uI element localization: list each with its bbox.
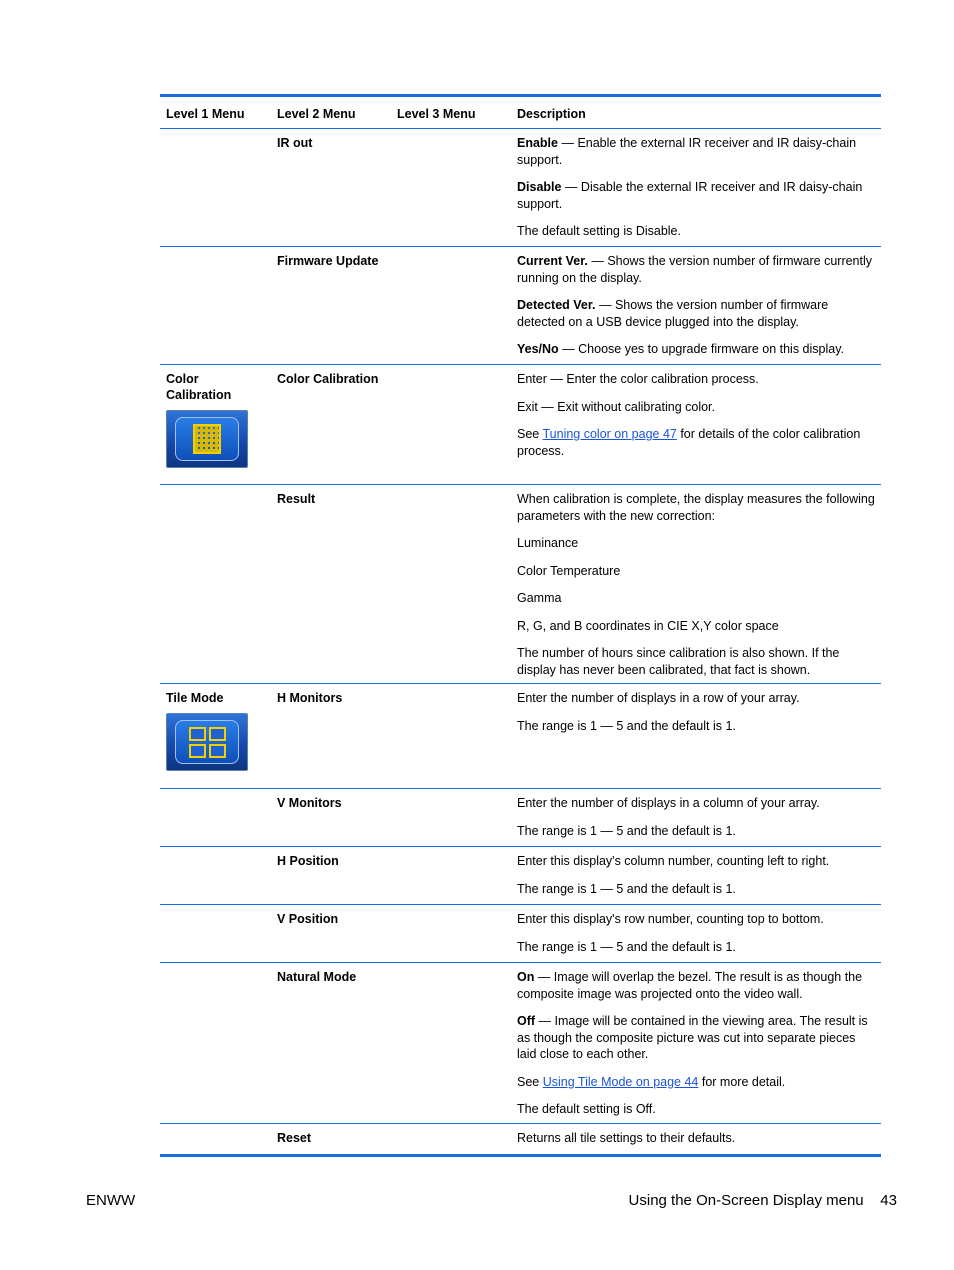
level1-label: Color Calibration [166, 372, 232, 402]
text-span: The range is 1 — 5 and the default is 1. [517, 718, 736, 733]
level2-cell: Natural Mode [277, 970, 357, 984]
description-cell [517, 905, 881, 955]
description-paragraph [517, 645, 875, 678]
description-cell [517, 963, 881, 1118]
description-paragraph [517, 1074, 875, 1091]
description-paragraph [517, 179, 875, 212]
option-name: Yes/No [517, 342, 559, 356]
level2-cell: V Position [277, 912, 339, 926]
description-paragraph [517, 718, 875, 735]
text-span: Luminance [517, 536, 579, 550]
description-paragraph [517, 223, 875, 240]
description-cell [517, 684, 881, 734]
text-span: Enter the number of displays in a row of your array. [517, 691, 800, 705]
level2-cell: Firmware Update [277, 254, 379, 268]
text-span: The range is 1 — 5 and the default is 1. [517, 881, 736, 896]
level2-cell: Result [277, 492, 316, 506]
description-paragraph [517, 939, 875, 956]
text-span: The range is 1 — 5 and the default is 1. [517, 823, 736, 838]
description-paragraph [517, 823, 875, 840]
description-cell [517, 847, 881, 897]
table-row [160, 247, 881, 365]
cross-reference-link[interactable]: Tuning color on page 47 [542, 427, 677, 441]
text-span: Enter the number of displays in a column of your array. [517, 796, 820, 810]
text-span: — Shows the version number of firmware detected on a USB device plugged into the display. [517, 298, 829, 329]
level1-label: Tile Mode [166, 691, 224, 705]
description-paragraph [517, 618, 875, 635]
table-row [160, 365, 881, 485]
description-paragraph [517, 1130, 875, 1147]
table-body [160, 129, 881, 1154]
description-paragraph [517, 969, 875, 1002]
text-span: — Choose yes to upgrade firmware on this display. [558, 342, 845, 356]
description-paragraph [517, 590, 875, 607]
description-paragraph [517, 491, 875, 524]
table-header [160, 97, 881, 129]
footer-left: ENWW [86, 1192, 136, 1209]
header-description: Description [517, 107, 586, 121]
table-row [160, 905, 881, 963]
level2-cell: H Monitors [277, 691, 343, 705]
text-span: See [517, 1074, 543, 1089]
level1-cell [166, 371, 266, 468]
text-span: Enter — Enter the color calibration process. [517, 372, 759, 386]
text-span: The default setting is Disable. [517, 224, 681, 238]
description-paragraph [517, 1013, 875, 1063]
option-name: Disable [517, 180, 562, 194]
description-paragraph [517, 795, 875, 812]
table-row [160, 485, 881, 684]
text-span: — Image will overlap the bezel. The result is as though the composite image was projected onto the video wall. [517, 970, 863, 1001]
osd-menu-table [160, 94, 881, 1157]
table-row [160, 129, 881, 247]
option-name: Off [517, 1014, 536, 1028]
level2-cell: Reset [277, 1131, 312, 1145]
description-cell [517, 485, 881, 678]
header-level2: Level 2 Menu [277, 107, 356, 121]
text-span: Enter this display's column number, counting left to right. [517, 854, 830, 868]
description-paragraph [517, 399, 875, 416]
text-span: — Shows the version number of firmware currently running on the display. [517, 254, 873, 285]
table-row [160, 963, 881, 1124]
text-span: Gamma [517, 591, 562, 605]
text-span: When calibration is complete, the display measures the following parameters with the new correction: [517, 492, 875, 523]
level1-cell [166, 690, 266, 771]
tile-mode-icon [166, 713, 248, 771]
text-span: Enter this display's row number, counting top to bottom. [517, 912, 824, 926]
option-name: Current Ver. [517, 254, 588, 268]
description-paragraph [517, 535, 875, 552]
description-paragraph [517, 690, 875, 707]
option-name: Detected Ver. [517, 298, 596, 312]
text-span: Returns all tile settings to their defaults. [517, 1131, 736, 1145]
description-paragraph [517, 563, 875, 580]
description-cell [517, 789, 881, 839]
description-cell [517, 1124, 881, 1147]
option-name: On [517, 970, 535, 984]
text-span: — Disable the external IR receiver and IR daisy-chain support. [517, 180, 863, 211]
description-paragraph [517, 341, 875, 358]
description-cell [517, 129, 881, 240]
description-cell [517, 247, 881, 358]
table-row [160, 789, 881, 847]
header-level1: Level 1 Menu [166, 107, 245, 121]
text-span: The default setting is Off. [517, 1102, 656, 1116]
description-paragraph [517, 297, 875, 330]
level2-cell: V Monitors [277, 796, 342, 810]
text-span: R, G, and B coordinates in CIE X,Y color space [517, 618, 779, 633]
description-paragraph [517, 371, 875, 388]
header-level3: Level 3 Menu [397, 107, 476, 121]
description-paragraph [517, 1101, 875, 1118]
text-span: for more detail. [698, 1074, 786, 1089]
description-paragraph [517, 881, 875, 898]
option-name: Enable [517, 136, 558, 150]
description-paragraph [517, 911, 875, 928]
description-paragraph [517, 426, 875, 459]
level2-cell: Color Calibration [277, 372, 379, 386]
level2-cell: IR out [277, 136, 313, 150]
description-paragraph [517, 253, 875, 286]
table-row [160, 1124, 881, 1154]
table-row [160, 684, 881, 789]
text-span: The number of hours since calibration is also shown. If the display has never been calibrated, that fact is shown. [517, 646, 840, 677]
text-span: Color Temperature [517, 563, 621, 578]
text-span: — Enable the external IR receiver and IR daisy-chain support. [517, 136, 857, 167]
text-span: Exit — Exit without calibrating color. [517, 399, 715, 414]
level2-cell: H Position [277, 854, 339, 868]
text-span: The range is 1 — 5 and the default is 1. [517, 939, 736, 954]
footer-right: Using the On-Screen Display menu 43 [628, 1192, 897, 1209]
color-calibration-icon [166, 410, 248, 468]
text-span: — Image will be contained in the viewing area. The result is as though the composite picture was cut into separate pieces laid close to each other. [517, 1014, 868, 1061]
table-bottom-rule [160, 1154, 881, 1157]
description-paragraph [517, 135, 875, 168]
description-cell [517, 365, 881, 459]
text-span: See [517, 427, 543, 441]
description-paragraph [517, 853, 875, 870]
cross-reference-link[interactable]: Using Tile Mode on page 44 [542, 1074, 699, 1089]
text-span: for details of the color calibration process. [517, 427, 861, 458]
table-row [160, 847, 881, 905]
